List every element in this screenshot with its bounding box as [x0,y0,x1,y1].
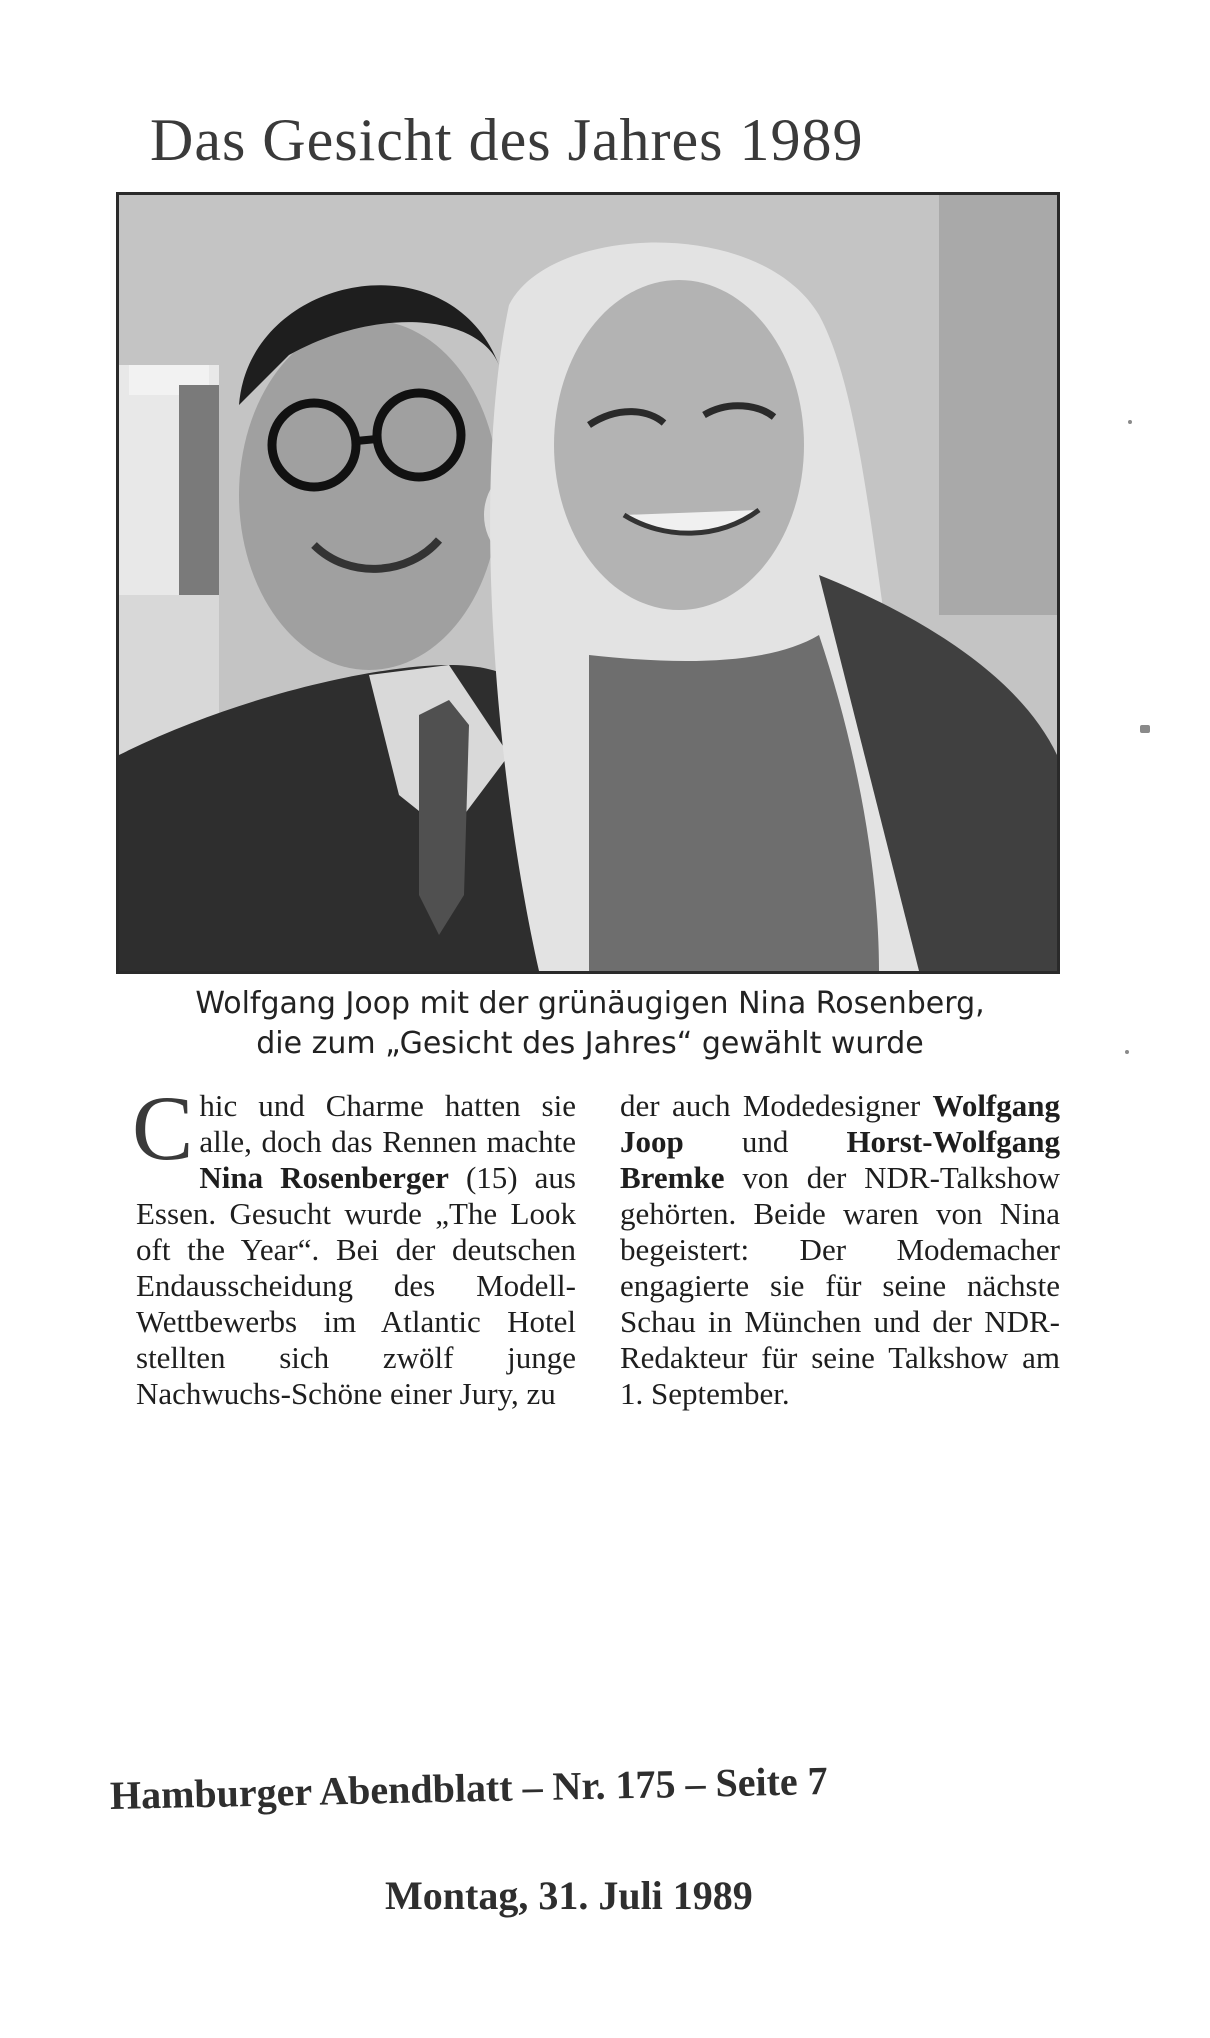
left-text-part-1: hic und Charme hatten sie alle, doch das Rennen machte [199,1088,576,1159]
scan-speck [1125,1050,1129,1054]
scan-speck [1128,420,1132,424]
name-wolfgang-joop: Wolfgang Joop [620,1088,1060,1159]
right-text-part-1: der auch Modedesigner [620,1088,933,1123]
name-horst-wolfgang-bremke: Horst-Wolfgang Bremke [620,1124,1060,1195]
article-column-right [620,1088,1060,1412]
publication-date: Montag, 31. Juli 1989 [385,1873,753,1918]
publication-line: Hamburger Abendblatt – Nr. 175 – Seite 7 [109,1757,829,1818]
caption-line-2: die zum „Gesicht des Jahres“ gewählt wurde [256,1026,924,1061]
scan-speck [1140,725,1150,733]
drop-cap: C [132,1077,194,1179]
article-column-left [132,1077,576,1412]
article-photo [116,192,1060,974]
column-right-text [620,1088,1060,1412]
headline: Das Gesicht des Jahres 1989 [150,107,864,173]
right-text-part-3: von der NDR-Talkshow gehörten. Beide waren von Nina begeistert: Der Modemacher engagierte sie für seine nächste Schau in München und der NDR-Redakteur für seine Talkshow am 1. September. [620,1160,1060,1411]
caption-line-1: Wolfgang Joop mit der grünäugigen Nina Rosenberg, [195,986,985,1021]
photo-caption [110,984,1070,1064]
photo-illustration [119,195,1057,971]
left-text-part-2: (15) aus Essen. Gesucht wurde „The Look oft the Year“. Bei der deutschen Endausscheidung des Modell-Wettbewerbs im Atlantic Hotel stellten sich zwölf junge Nachwuchs-Schöne einer Jury, zu [136,1160,576,1411]
column-left-text [132,1077,576,1412]
name-nina-rosenberger: Nina Rosenberger [199,1160,449,1195]
right-text-part-2: und [683,1124,847,1159]
